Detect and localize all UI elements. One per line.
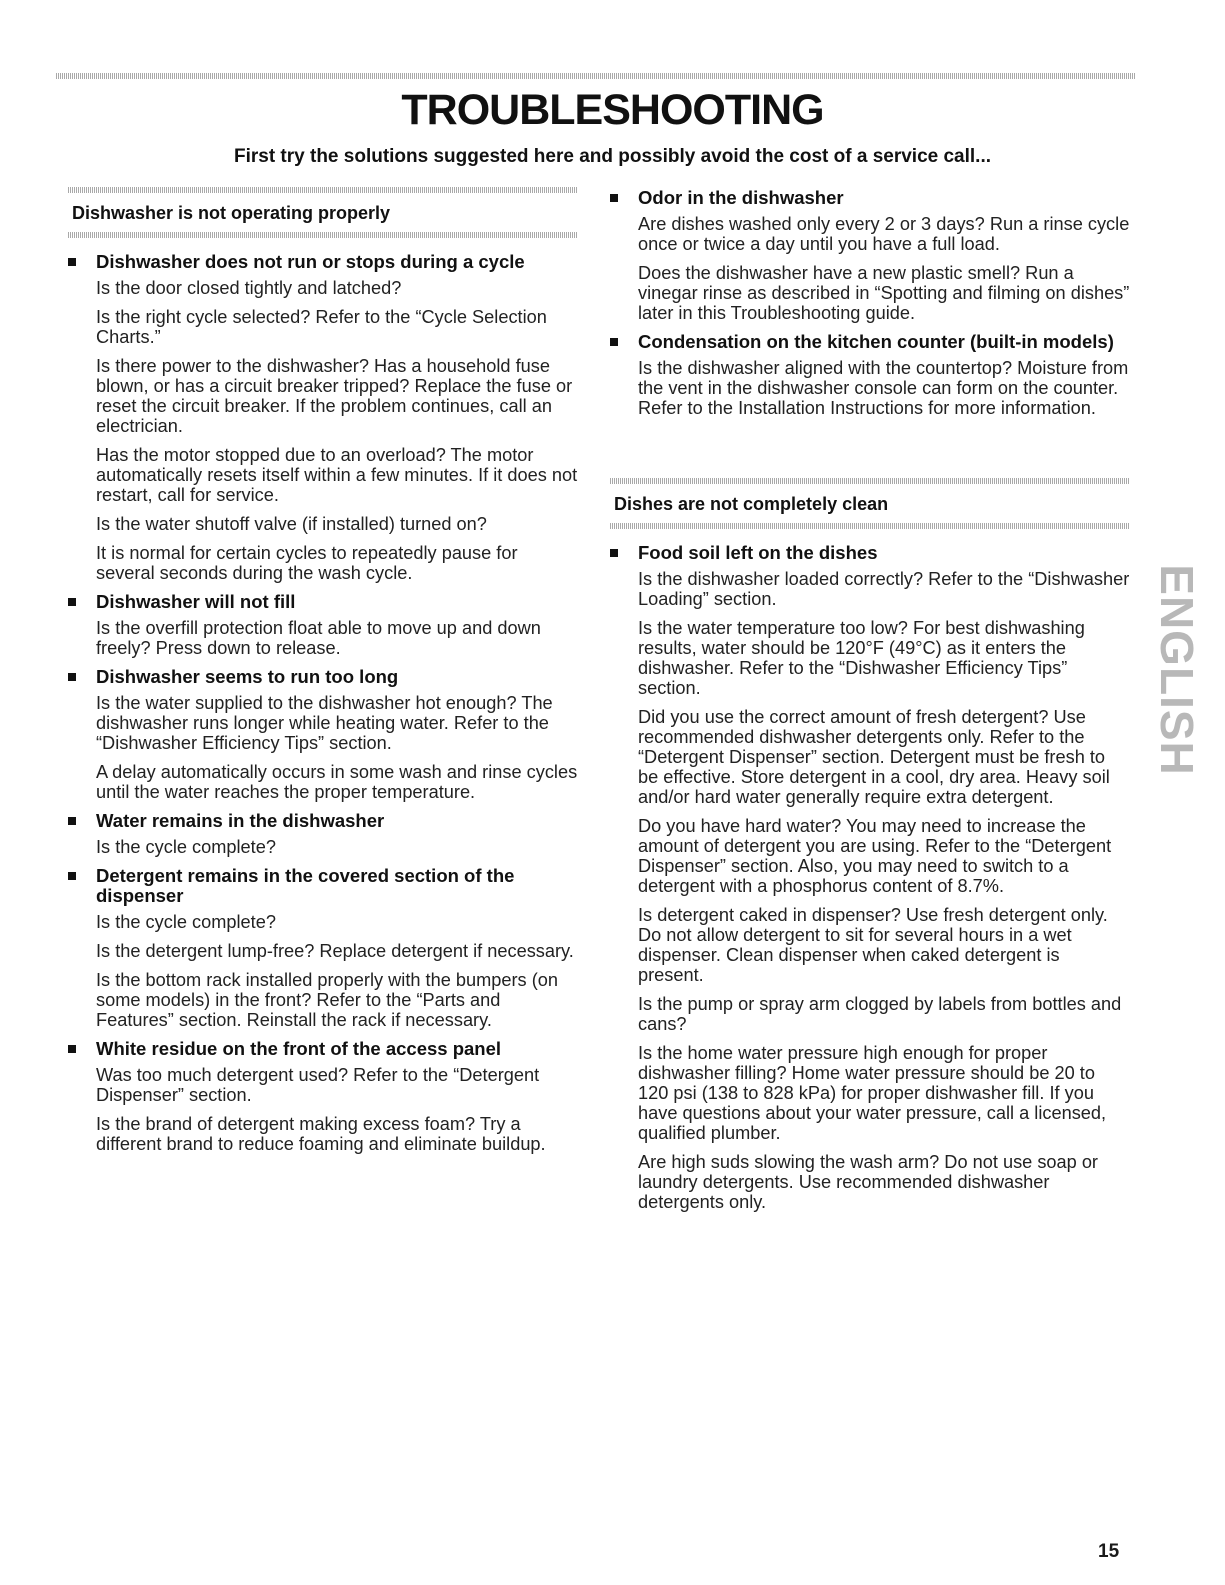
- section-rule-bottom: [610, 523, 1130, 529]
- trouble-item: [68, 252, 578, 583]
- section-heading: Dishes are not completely clean: [614, 494, 889, 514]
- bullet-icon: [68, 258, 76, 266]
- bullet-icon: [68, 817, 76, 825]
- item-text: Is detergent caked in dispenser? Use fresh detergent only. Do not allow detergent to sit for several hours in a wet dispenser. Clean dispenser when caked detergent is present.: [638, 905, 1108, 985]
- item-title: Condensation on the kitchen counter (built-in models): [638, 331, 1114, 352]
- trouble-item: [68, 592, 578, 658]
- bullet-icon: [610, 194, 618, 202]
- item-text: Is the door closed tightly and latched?: [96, 278, 402, 298]
- item-text: Is the pump or spray arm clogged by labels from bottles and cans?: [638, 994, 1122, 1034]
- trouble-item: [610, 188, 1130, 323]
- item-text: Is the brand of detergent making excess foam? Try a different brand to reduce foaming and eliminate buildup.: [96, 1114, 546, 1154]
- bullet-icon: [68, 1045, 76, 1053]
- bullet-icon: [68, 598, 76, 606]
- item-text: Is the cycle complete?: [96, 837, 276, 857]
- item-text: Is the dishwasher aligned with the countertop? Moisture from the vent in the dishwasher console can form on the counter. Refer to the Installation Instructions for more information.: [638, 358, 1129, 418]
- item-title: Food soil left on the dishes: [638, 542, 878, 563]
- item-text: Is there power to the dishwasher? Has a household fuse blown, or has a circuit breaker tripped? Replace the fuse or reset the circuit breaker. If the problem continues, call an electrician.: [96, 356, 573, 436]
- left-items: [68, 252, 578, 1154]
- item-text: Is the dishwasher loaded correctly? Refer to the “Dishwasher Loading” section.: [638, 569, 1130, 609]
- bullet-icon: [610, 338, 618, 346]
- page-subtitle: First try the solutions suggested here and possibly avoid the cost of a service call...: [233, 146, 992, 167]
- section-rule-bottom: [68, 232, 578, 238]
- item-title: White residue on the front of the access panel: [96, 1038, 502, 1059]
- item-text: Is the detergent lump-free? Replace detergent if necessary.: [96, 941, 574, 961]
- trouble-item: [68, 1039, 578, 1154]
- top-rule: [56, 73, 1136, 79]
- item-text: A delay automatically occurs in some wash and rinse cycles until the water reaches the proper temperature.: [96, 762, 578, 802]
- item-title: Dishwasher will not fill: [96, 591, 296, 612]
- language-side-tab: [1151, 564, 1203, 776]
- item-text: Are dishes washed only every 2 or 3 days? Run a rinse cycle once or twice a day until you have a full load.: [638, 214, 1130, 254]
- page-number: 15: [1098, 1541, 1120, 1562]
- bullet-icon: [610, 549, 618, 557]
- trouble-item: [610, 332, 1130, 418]
- item-text: Is the home water pressure high enough for proper dishwasher filling? Home water pressure should be 20 to 120 psi (138 to 828 kPa) for proper dishwasher fill. If you have questions about your water pressure, call a licensed, qualified plumber.: [638, 1043, 1107, 1143]
- item-title: Dishwasher does not run or stops during a cycle: [96, 251, 525, 272]
- item-title: Odor in the dishwasher: [638, 187, 844, 208]
- trouble-item: [610, 543, 1130, 1212]
- bullet-icon: [68, 673, 76, 681]
- right-column-top: [610, 188, 1130, 427]
- section-rule-top: [610, 478, 1130, 484]
- item-text: Is the water temperature too low? For best dishwashing results, water should be 120°F (49°C) as it enters the dishwasher. Refer to the “Dishwasher Efficiency Tips” section.: [638, 618, 1085, 698]
- item-title: Dishwasher seems to run too long: [96, 666, 399, 687]
- item-title: Detergent remains in the covered section of the dispenser: [96, 865, 515, 906]
- section-heading: Dishwasher is not operating properly: [72, 203, 391, 223]
- language-label: ENGLISH: [1151, 564, 1203, 776]
- item-text: Does the dishwasher have a new plastic smell? Run a vinegar rinse as described in “Spotting and filming on dishes” later in this Troubleshooting guide.: [638, 263, 1130, 323]
- item-text: Do you have hard water? You may need to increase the amount of detergent you are using. Refer to the “Detergent Dispenser” section. Also, you may need to switch to a detergent with a phosphorus content of 8.7%.: [638, 816, 1112, 896]
- item-text: Is the bottom rack installed properly with the bumpers (on some models) in the front? Refer to the “Parts and Features” section. Reinstall the rack if necessary.: [96, 970, 558, 1030]
- item-text: Is the water shutoff valve (if installed) turned on?: [96, 514, 487, 534]
- item-text: Is the water supplied to the dishwasher hot enough? The dishwasher runs longer while heating water. Refer to the “Dishwasher Efficiency Tips” section.: [96, 693, 553, 753]
- trouble-item: [68, 866, 578, 1030]
- left-column: [68, 187, 578, 1163]
- page-title: TROUBLESHOOTING: [401, 86, 824, 134]
- item-text: Are high suds slowing the wash arm? Do not use soap or laundry detergents. Use recommended dishwasher detergents only.: [638, 1152, 1098, 1212]
- section-rule-top: [68, 187, 578, 193]
- bullet-icon: [68, 872, 76, 880]
- item-title: Water remains in the dishwasher: [96, 810, 385, 831]
- item-text: It is normal for certain cycles to repeatedly pause for several seconds during the wash cycle.: [96, 543, 518, 583]
- trouble-item: [68, 667, 578, 802]
- right-column-bottom: [610, 478, 1130, 1221]
- item-text: Is the cycle complete?: [96, 912, 276, 932]
- item-text: Did you use the correct amount of fresh detergent? Use recommended dishwasher detergents only. Refer to the “Detergent Dispenser” section. Detergent must be fresh to be effective. Store detergent in a cool, dry area. Heavy soil and/or hard water generally require extra detergent.: [638, 707, 1110, 807]
- item-text: Has the motor stopped due to an overload? The motor automatically resets itself within a few minutes. If it does not restart, call for service.: [96, 445, 578, 505]
- item-text: Is the right cycle selected? Refer to the “Cycle Selection Charts.”: [96, 307, 547, 347]
- trouble-item: [68, 811, 578, 857]
- item-text: Was too much detergent used? Refer to the “Detergent Dispenser” section.: [96, 1065, 540, 1105]
- item-text: Is the overfill protection float able to move up and down freely? Press down to release.: [96, 618, 541, 658]
